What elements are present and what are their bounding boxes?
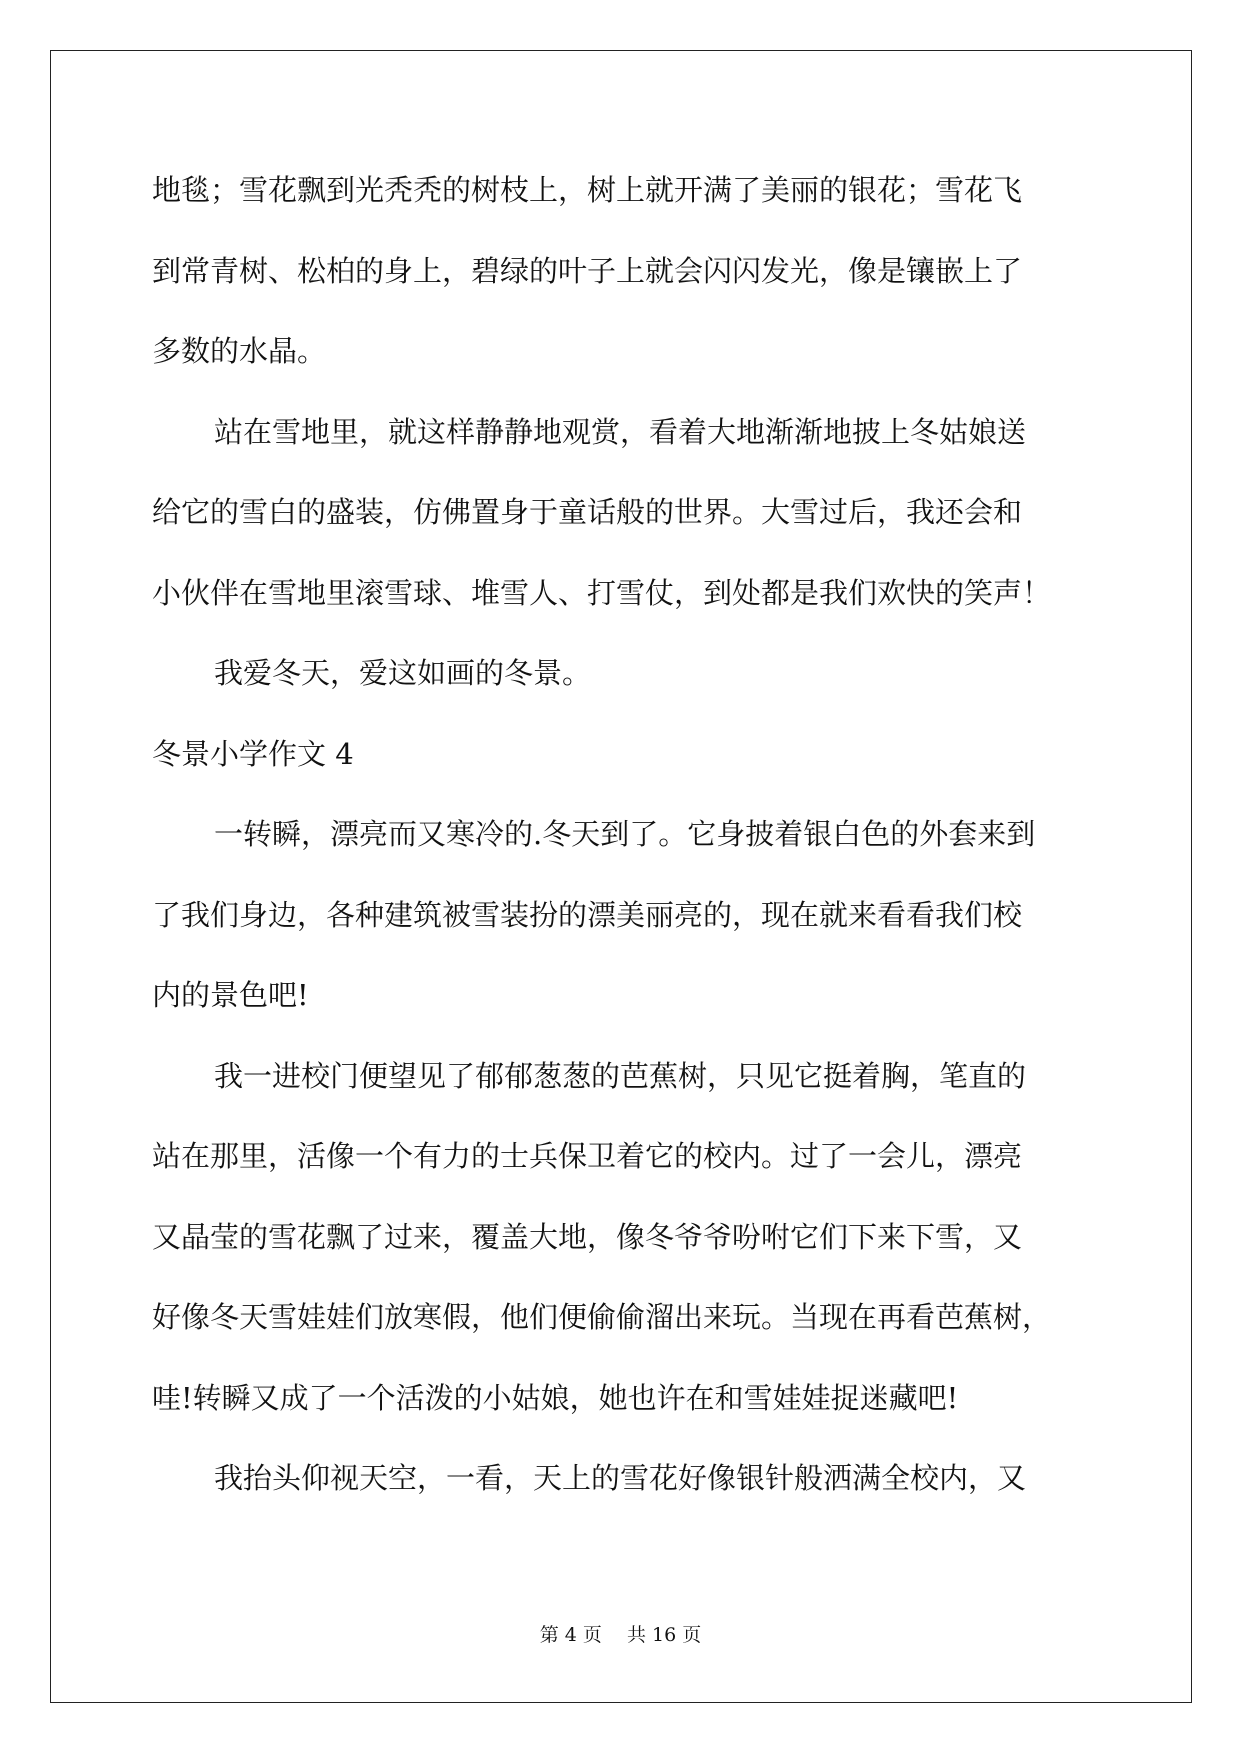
page-number-footer: 第 4 页 共 16 页 bbox=[539, 1624, 702, 1646]
text-line: 站在雪地里，就这样静静地观赏，看着大地渐渐地披上冬姑娘送 bbox=[214, 414, 1027, 449]
document-body bbox=[152, 150, 1092, 1519]
text-line: 到常青树、松柏的身上，碧绿的叶子上就会闪闪发光，像是镶嵌上了 bbox=[152, 253, 1023, 288]
text-line: 站在那里，活像一个有力的士兵保卫着它的校内。过了一会儿，漂亮 bbox=[152, 1139, 1023, 1173]
text-line: 了我们身边，各种建筑被雪装扮的漂美丽亮的，现在就来看看我们校 bbox=[152, 897, 1023, 932]
text-line: 小伙伴在雪地里滚雪球、堆雪人、打雪仗，到处都是我们欢快的笑声！ bbox=[152, 575, 1052, 610]
text-line: 多数的水晶。 bbox=[152, 334, 327, 368]
text-line: 我抬头仰视天空，一看，天上的雪花好像银针般洒满全校内，又 bbox=[214, 1461, 1027, 1495]
text-line: 地毯；雪花飘到光秃秃的树枝上，树上就开满了美丽的银花；雪花飞 bbox=[152, 173, 1023, 207]
text-line: 哇!转瞬又成了一个活泼的小姑娘，她也许在和雪娃娃捉迷藏吧! bbox=[152, 1380, 959, 1415]
text-line: 好像冬天雪娃娃们放寒假，他们便偷偷溜出来玩。当现在再看芭蕉树， bbox=[152, 1300, 1052, 1334]
text-line: 一转瞬，漂亮而又寒冷的.冬天到了。它身披着银白色的外套来到 bbox=[214, 817, 1036, 851]
text-line: 我一进校门便望见了郁郁葱葱的芭蕉树，只见它挺着胸，笔直的 bbox=[214, 1058, 1027, 1093]
text-line: 给它的雪白的盛装，仿佛置身于童话般的世界。大雪过后，我还会和 bbox=[152, 495, 1023, 529]
text-line: 我爱冬天，爱这如画的冬景。 bbox=[214, 656, 592, 690]
section-heading: 冬景小学作文 4 bbox=[152, 736, 354, 771]
text-line: 又晶莹的雪花飘了过来，覆盖大地，像冬爷爷吩咐它们下来下雪，又 bbox=[152, 1219, 1023, 1254]
text-line: 内的景色吧! bbox=[152, 978, 309, 1012]
